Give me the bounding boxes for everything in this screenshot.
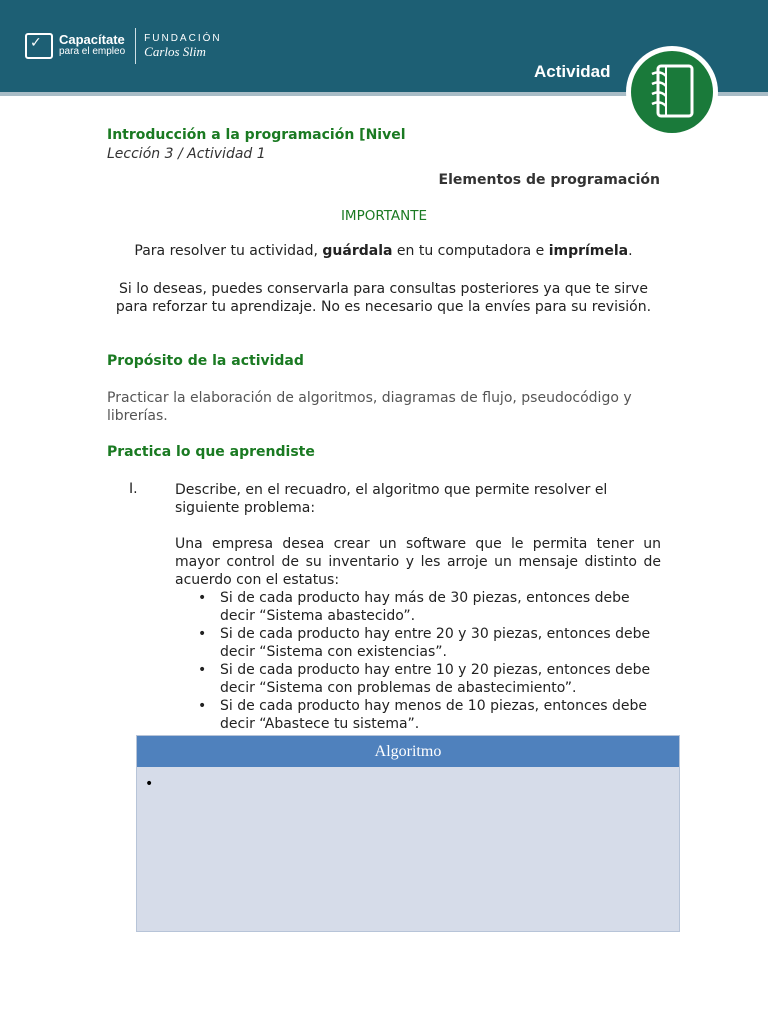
list-item [175,589,661,625]
condition-text: Si de cada producto hay más de 30 piezas, entonces debe decir “Sistema abastecido”. [220,590,630,624]
instructions-middle: en tu computadora e [392,243,549,259]
answer-box-title: Algoritmo [137,736,679,767]
topic-heading: Elementos de programación [438,172,660,188]
foundation-label: FUNDACIÓN [144,33,222,44]
instructions-paragraph [107,243,660,259]
logo-divider [135,28,136,64]
condition-text: Si de cada producto hay menos de 10 piezas, entonces debe decir “Abastece tu sistema”. [220,698,648,732]
lesson-subtitle: Lección 3 / Actividad 1 [107,146,266,162]
bullet-icon: • [198,626,207,642]
logo-text [59,34,125,58]
conditions-list [175,589,661,733]
algorithm-answer-box[interactable] [136,735,680,932]
instructions-suffix: . [628,243,633,259]
instructions-bold-print: imprímela [548,243,629,259]
foundation-name: Carlos Slim [144,44,206,59]
question-number: I. [129,481,138,497]
purpose-text: Practicar la elaboración de algoritmos, diagramas de flujo, pseudocódigo y librerías. [107,390,632,424]
logo-tagline: para el empleo [59,46,126,57]
activity-badge [626,46,718,138]
note-paragraph: Si lo deseas, puedes conservarla para consultas posteriores ya que te sirve para reforzar tu aprendizaje. No es necesario que la envíes para su revisión. [115,281,652,315]
bullet-icon: • [198,698,207,714]
logo-name: Capacítate [59,32,125,47]
bullet-icon: • [198,590,207,606]
instructions-prefix: Para resolver tu actividad, [134,243,323,259]
list-item [175,661,661,697]
foundation-logo [144,33,221,59]
important-label: IMPORTANTE [340,208,428,224]
question-text: Describe, en el recuadro, el algoritmo que permite resolver el siguiente problema: [175,482,608,516]
condition-text: Si de cada producto hay entre 10 y 20 piezas, entonces debe decir “Sistema con problemas de abastecimiento”. [220,662,651,696]
notebook-icon [646,62,698,122]
course-title: Introducción a la programación [Nivel [107,127,406,143]
instructions-bold-save: guárdala [322,243,393,259]
capacitate-logo[interactable] [25,28,222,64]
bullet-icon: • [198,662,207,678]
list-item [175,625,661,661]
list-item [175,697,661,733]
checklist-icon: ✓ [25,33,53,59]
practice-heading: Practica lo que aprendiste [107,444,315,460]
activity-label: Actividad [534,62,611,81]
answer-bullet-icon: • [145,776,154,792]
purpose-heading: Propósito de la actividad [107,353,304,369]
problem-text: Una empresa desea crear un software que le permita tener un mayor control de su inventario y les arroje un mensaje distinto de acuerdo con el estatus: [175,536,661,588]
condition-text: Si de cada producto hay entre 20 y 30 piezas, entonces debe decir “Sistema con existencias”. [220,626,651,660]
